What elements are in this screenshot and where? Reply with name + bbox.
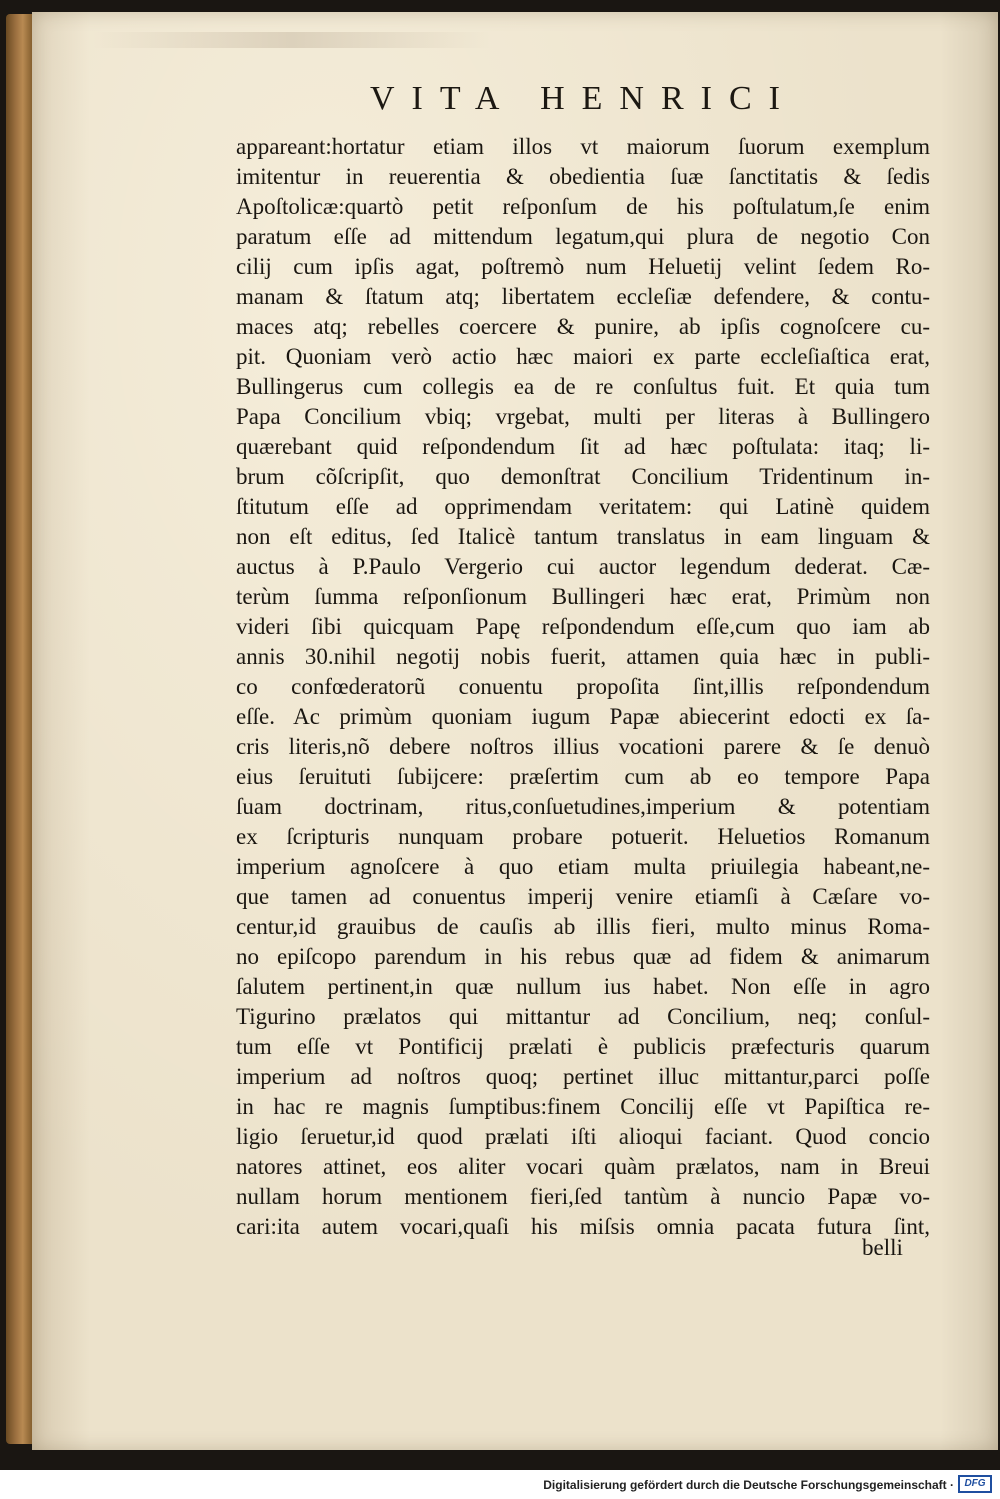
text-line: Tigurino prælatos qui mittantur ad Concilium, neq; conſul- — [236, 1004, 930, 1029]
text-line: paratum eſſe ad mittendum legatum,qui plura de negotio Con — [236, 224, 930, 249]
text-line: tum eſſe vt Pontificij prælati è publicis præfecturis quarum — [236, 1034, 930, 1059]
text-line: eſſe. Ac primùm quoniam iugum Papæ abiecerint edocti ex ſa- — [236, 704, 930, 729]
page-edge — [6, 14, 34, 1444]
text-line: ſalutem pertinent,in quæ nullum ius habet. Non eſſe in agro — [236, 974, 930, 999]
text-line: Apoſtolicæ:quartò petit reſponſum de his poſtulatum,ſe enim — [236, 194, 930, 219]
text-line: Papa Concilium vbiq; vrgebat, multi per literas à Bullingero — [236, 404, 930, 429]
running-header: VITA HENRICI — [370, 80, 797, 117]
text-line: cris literis,nõ debere noſtros illius vocationi parere & ſe denuò — [236, 734, 930, 759]
body-text — [236, 132, 930, 1242]
text-line: imperium agnoſcere à quo etiam multa priuilegia habeant,ne- — [236, 854, 930, 879]
text-line: non eſt editus, ſed Italicè tantum translatus in eam linguam & — [236, 524, 930, 549]
text-line: nullam horum mentionem fieri,ſed tantùm à nuncio Papæ vo- — [236, 1184, 930, 1209]
text-line: que tamen ad conuentus imperij venire etiamſi à Cæſare vo- — [236, 884, 930, 909]
text-line: maces atq; rebelles coercere & punire, ab ipſis cognoſcere cu- — [236, 314, 930, 339]
text-line: centur,id grauibus de cauſis ab illis fieri, multo minus Roma- — [236, 914, 930, 939]
text-line: auctus à P.Paulo Vergerio cui auctor legendum dederat. Cæ- — [236, 554, 930, 579]
dfg-logo: DFG — [958, 1475, 992, 1493]
text-line: cari:ita autem vocari,quaſi his miſsis omnia pacata futura ſint, — [236, 1214, 930, 1239]
show-through — [92, 32, 492, 48]
text-line: annis 30.nihil negotij nobis fuerit, attamen quia hæc in publi- — [236, 644, 930, 669]
footer-bar — [0, 1470, 1000, 1499]
text-line: terùm ſumma reſponſionum Bullingeri hæc erat, Primùm non — [236, 584, 930, 609]
text-line: quærebant quid reſpondendum ſit ad hæc poſtulata: itaq; li- — [236, 434, 930, 459]
catchword: belli — [862, 1235, 903, 1260]
text-line: videri ſibi quicquam Papę reſpondendum eſſe,cum quo iam ab — [236, 614, 930, 639]
text-line: manam & ſtatum atq; libertatem eccleſiæ defendere, & contu- — [236, 284, 930, 309]
text-line: appareant:hortatur etiam illos vt maiorum ſuorum exemplum — [236, 134, 930, 159]
text-line: ſuam doctrinam, ritus,conſuetudines,imperium & potentiam — [236, 794, 930, 819]
text-line: pit. Quoniam verò actio hæc maiori ex parte eccleſiaſtica erat, — [236, 344, 930, 369]
text-line: ligio ſeruetur,id quod prælati iſti alioqui faciant. Quod concio — [236, 1124, 930, 1149]
text-line: ex ſcripturis nunquam probare potuerit. Heluetios Romanum — [236, 824, 930, 849]
text-line: in hac re magnis ſumptibus:finem Concilij eſſe vt Papiſtica re- — [236, 1094, 930, 1119]
text-line: cilij cum ipſis agat, poſtremò num Heluetij velint ſedem Ro- — [236, 254, 930, 279]
text-line: imitentur in reuerentia & obedientia ſuæ ſanctitatis & ſedis — [236, 164, 930, 189]
text-line: Bullingerus cum collegis ea de re conſultus fuit. Et quia tum — [236, 374, 930, 399]
text-line: eius ſeruituti ſubijcere: præſertim cum ab eo tempore Papa — [236, 764, 930, 789]
text-line: no epiſcopo parendum in his rebus quæ ad fidem & animarum — [236, 944, 930, 969]
text-line: imperium ad noſtros quoq; pertinet illuc mittantur,parci poſſe — [236, 1064, 930, 1089]
text-line: co confœderatorũ conuentu propoſita ſint,illis reſpondendum — [236, 674, 930, 699]
text-line: brum cõſcripſit, quo demonſtrat Concilium Tridentinum in- — [236, 464, 930, 489]
text-line: natores attinet, eos aliter vocari quàm prælatos, nam in Breui — [236, 1154, 930, 1179]
text-line: ſtitutum eſſe ad opprimendam veritatem: qui Latinè quidem — [236, 494, 930, 519]
funding-notice: Digitalisierung gefördert durch die Deutsche Forschungsgemeinschaft · — [543, 1478, 954, 1492]
